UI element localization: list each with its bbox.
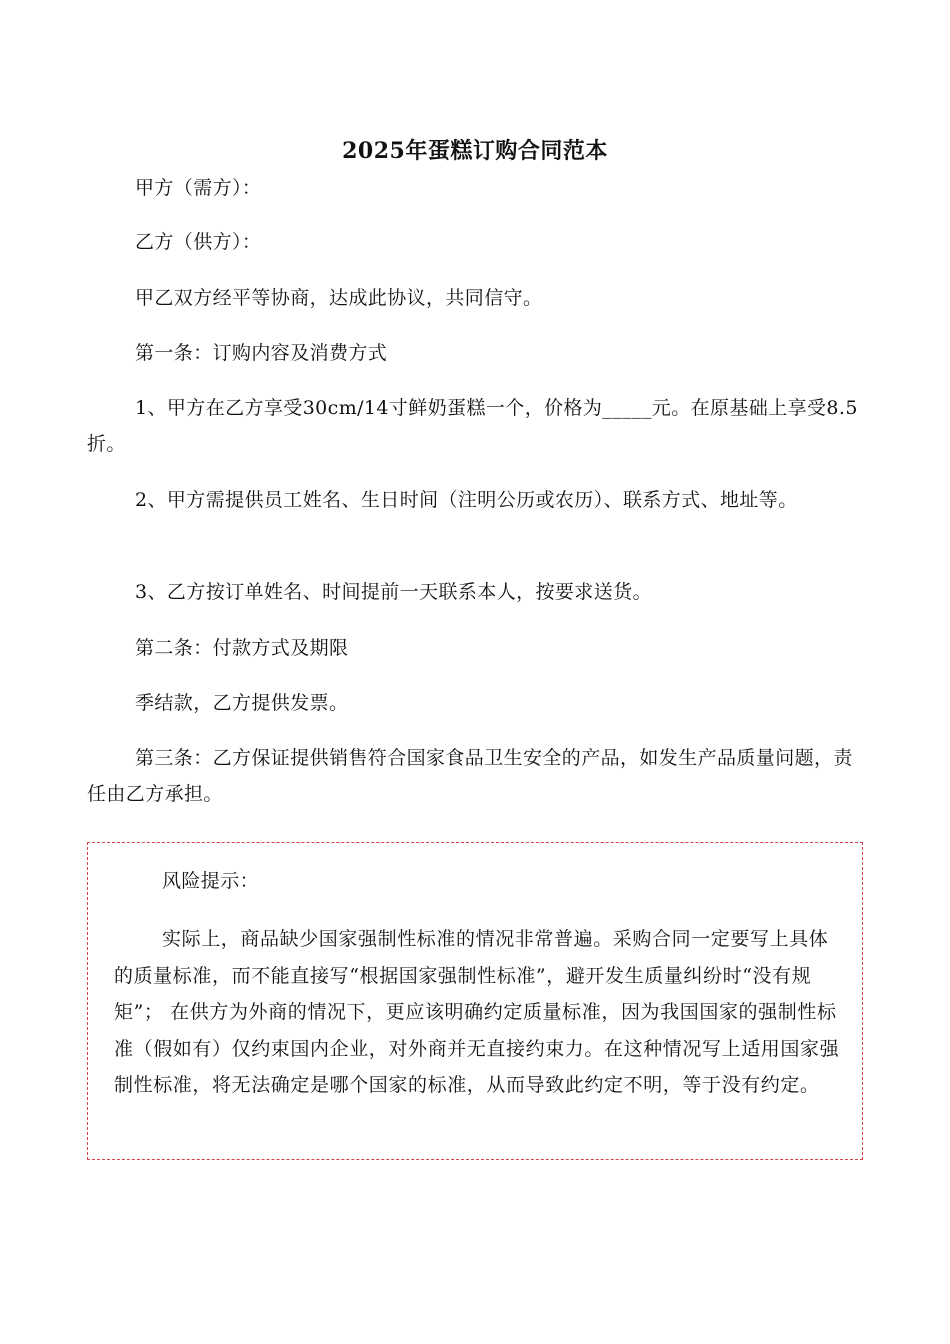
risk-notice-box: [87, 842, 863, 1160]
article1-item3: 3、乙方按订单姓名、时间提前一天联系本人，按要求送货。: [135, 581, 652, 603]
document-title: 2025年蛋糕订购合同范本: [342, 138, 608, 164]
article2-heading: 第二条：付款方式及期限: [135, 637, 349, 659]
article3-paragraph: 第三条：乙方保证提供销售符合国家食品卫生安全的产品，如发生产品质量问题，责任由乙方承担。: [87, 747, 853, 805]
party-a-line: 甲方（需方）：: [135, 177, 262, 199]
article1-item2: 2、甲方需提供员工姓名、生日时间（注明公历或农历）、联系方式、地址等。: [135, 489, 798, 511]
article1-item1: 1、甲方在乙方享受30cm/14寸鲜奶蛋糕一个，价格为_____元。在原基础上享受8.5折。: [87, 397, 858, 455]
risk-notice-body: 实际上，商品缺少国家强制性标准的情况非常普遍。采购合同一定要写上具体的质量标准，而不能直接写“根据国家强制性标准”，避开发生质量纠纷时“没有规矩”； 在供方为外商的情况下，更应该明确约定质量标准，因为我国国家的强制性标准（假如有）仅约束国内企业，对外商并无直接约束力。在这种情况写上适用国家强制性标准，将无法确定是哪个国家的标准，从而导致此约定不明，等于没有约定。: [114, 928, 840, 1096]
article1-heading: 第一条：订购内容及消费方式: [135, 342, 388, 364]
intro-paragraph: 甲乙双方经平等协商，达成此协议，共同信守。: [135, 287, 543, 309]
risk-notice-title: 风险提示：: [162, 870, 260, 892]
party-b-line: 乙方（供方）：: [135, 231, 262, 253]
article2-body: 季结款，乙方提供发票。: [135, 692, 349, 714]
